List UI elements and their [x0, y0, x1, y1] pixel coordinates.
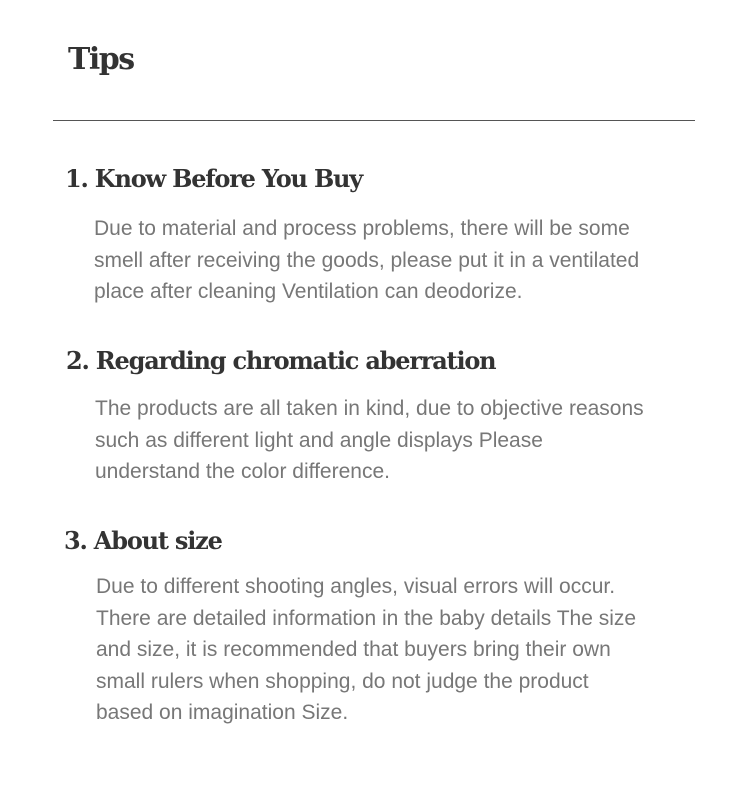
section-body-know-before-you-buy — [94, 213, 684, 308]
body-line: smell after receiving the goods, please put it in a ventilated — [94, 248, 640, 272]
body-line: understand the color difference. — [95, 460, 390, 483]
body-line: small rulers when shopping, do not judge the product — [96, 669, 589, 693]
body-line: Due to different shooting angles, visual errors will occur. — [96, 575, 616, 598]
section-heading-chromatic-aberration: 2. Regarding chromatic aberration — [66, 346, 496, 375]
body-line: based on imagination Size. — [96, 701, 349, 724]
body-line: such as different light and angle displays Please — [95, 428, 543, 452]
page-title: Tips — [68, 42, 134, 77]
body-line: and size, it is recommended that buyers bring their own — [96, 638, 611, 661]
section-body-about-size — [96, 571, 686, 729]
body-line: There are detailed information in the baby details The size — [96, 606, 637, 630]
body-line: place after cleaning Ventilation can deodorize. — [94, 280, 523, 303]
section-heading-know-before-you-buy: 1. Know Before You Buy — [65, 164, 363, 193]
body-line: The products are all taken in kind, due to objective reasons — [95, 397, 644, 420]
body-line: Due to material and process problems, there will be some — [94, 217, 630, 240]
section-heading-about-size: 3. About size — [64, 526, 222, 555]
title-divider — [53, 120, 695, 121]
section-body-chromatic-aberration — [95, 393, 685, 488]
